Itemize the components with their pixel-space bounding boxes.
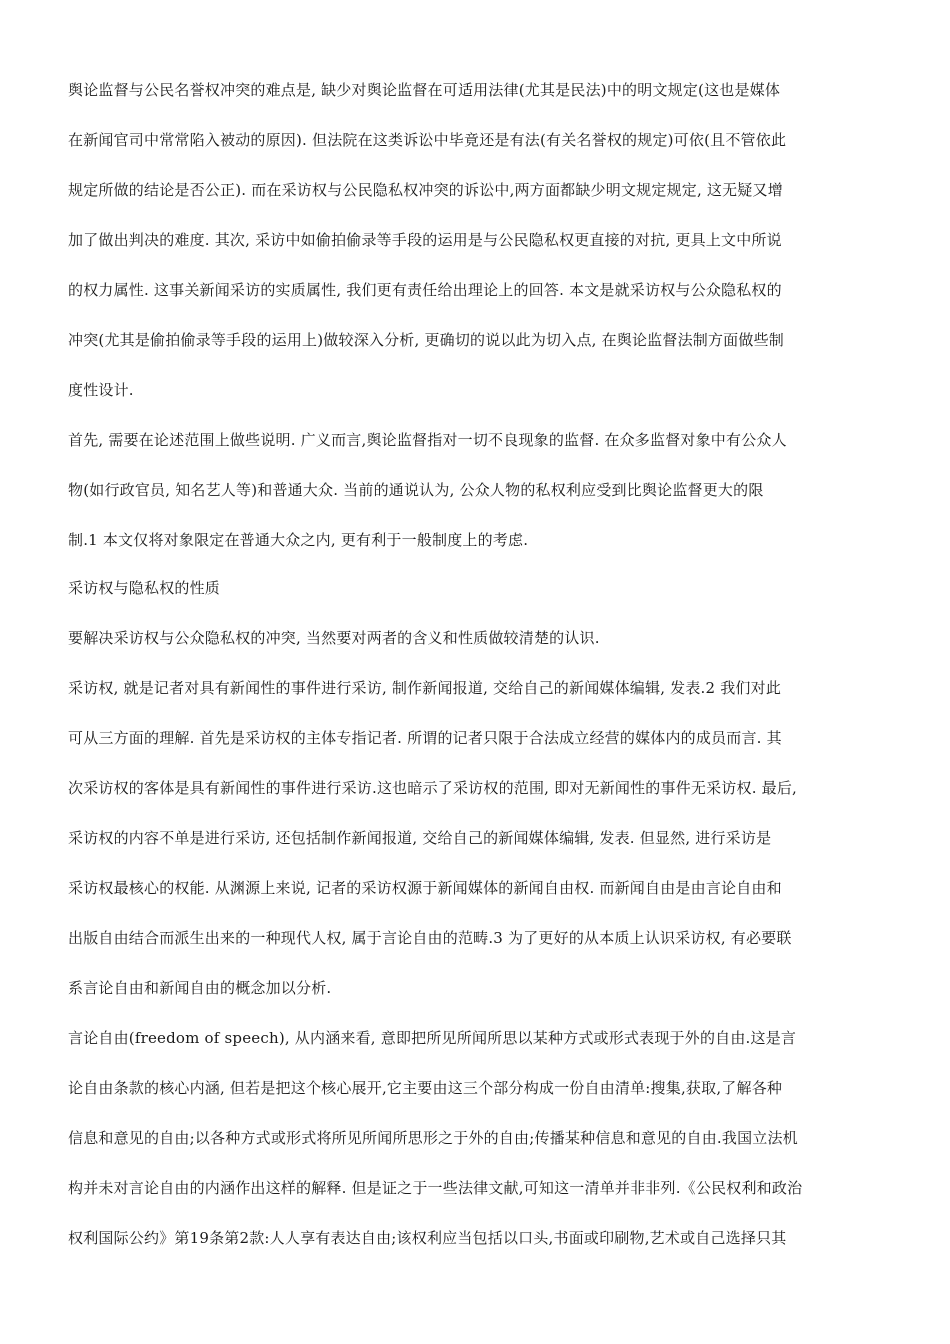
text-line: 冲突(尤其是偷拍偷录等手段的运用上)做较深入分析, 更确切的说以此为切入点, 在舆论监督法制方面做些制 <box>68 331 784 349</box>
text-line: 系言论自由和新闻自由的概念加以分析. <box>68 979 332 997</box>
text-line: 信息和意见的自由;以各种方式或形式将所见所闻所思形之于外的自由;传播某种信息和意见的自由.我国立法机 <box>68 1129 798 1147</box>
text-line: 舆论监督与公民名誉权冲突的难点是, 缺少对舆论监督在可适用法律(尤其是民法)中的明文规定(这也是媒体 <box>68 81 781 99</box>
text-line: 言论自由(freedom of speech), 从内涵来看, 意即把所见所闻所思以某种方式或形式表现于外的自由.这是言 <box>68 1029 797 1047</box>
text-line: 采访权最核心的权能. 从渊源上来说, 记者的采访权源于新闻媒体的新闻自由权. 而新闻自由是由言论自由和 <box>68 879 782 897</box>
text-line: 出版自由结合而派生出来的一种现代人权, 属于言论自由的范畴.3 为了更好的从本质上认识采访权, 有必要联 <box>68 929 792 947</box>
text-line: 在新闻官司中常常陷入被动的原因). 但法院在这类诉讼中毕竟还是有法(有关名誉权的规定)可依(且不管依此 <box>68 131 787 149</box>
text-line: 要解决采访权与公众隐私权的冲突, 当然要对两者的含义和性质做较清楚的认识. <box>68 629 600 647</box>
text-line: 权利国际公约》第19条第2款:人人享有表达自由;该权利应当包括以口头,书面或印刷物,艺术或自己选择只其 <box>68 1229 787 1247</box>
section-heading: 采访权与隐私权的性质 <box>68 579 221 597</box>
text-line: 采访权, 就是记者对具有新闻性的事件进行采访, 制作新闻报道, 交给自己的新闻媒体编辑, 发表.2 我们对此 <box>68 679 782 697</box>
text-line: 可从三方面的理解. 首先是采访权的主体专指记者. 所谓的记者只限于合法成立经营的媒体内的成员而言. 其 <box>68 729 782 747</box>
text-line: 的权力属性. 这事关新闻采访的实质属性, 我们更有责任给出理论上的回答. 本文是就采访权与公众隐私权的 <box>68 281 782 299</box>
text-line: 次采访权的客体是具有新闻性的事件进行采访.这也暗示了采访权的范围, 即对无新闻性的事件无采访权. 最后, <box>68 779 798 797</box>
text-line: 制.1 本文仅将对象限定在普通大众之内, 更有利于一般制度上的考虑. <box>68 531 529 549</box>
text-line: 度性设计. <box>68 381 134 399</box>
text-line: 构并未对言论自由的内涵作出这样的解释. 但是证之于一些法律文献,可知这一清单并非非列.《公民权利和政治 <box>68 1179 803 1197</box>
text-line: 采访权的内容不单是进行采访, 还包括制作新闻报道, 交给自己的新闻媒体编辑, 发表. 但显然, 进行采访是 <box>68 829 772 847</box>
text-line: 加了做出判决的难度. 其次, 采访中如偷拍偷录等手段的运用是与公民隐私权更直接的对抗, 更具上文中所说 <box>68 231 782 249</box>
text-line: 物(如行政官员, 知名艺人等)和普通大众. 当前的通说认为, 公众人物的私权利应受到比舆论监督更大的限 <box>68 481 764 499</box>
text-line: 规定所做的结论是否公正). 而在采访权与公民隐私权冲突的诉讼中,两方面都缺少明文规定规定, 这无疑又增 <box>68 181 783 199</box>
text-line: 论自由条款的核心内涵, 但若是把这个核心展开,它主要由这三个部分构成一份自由清单:搜集,获取,了解各种 <box>68 1079 783 1097</box>
text-line: 首先, 需要在论述范围上做些说明. 广义而言,舆论监督指对一切不良现象的监督. 在众多监督对象中有公众人 <box>68 431 787 449</box>
